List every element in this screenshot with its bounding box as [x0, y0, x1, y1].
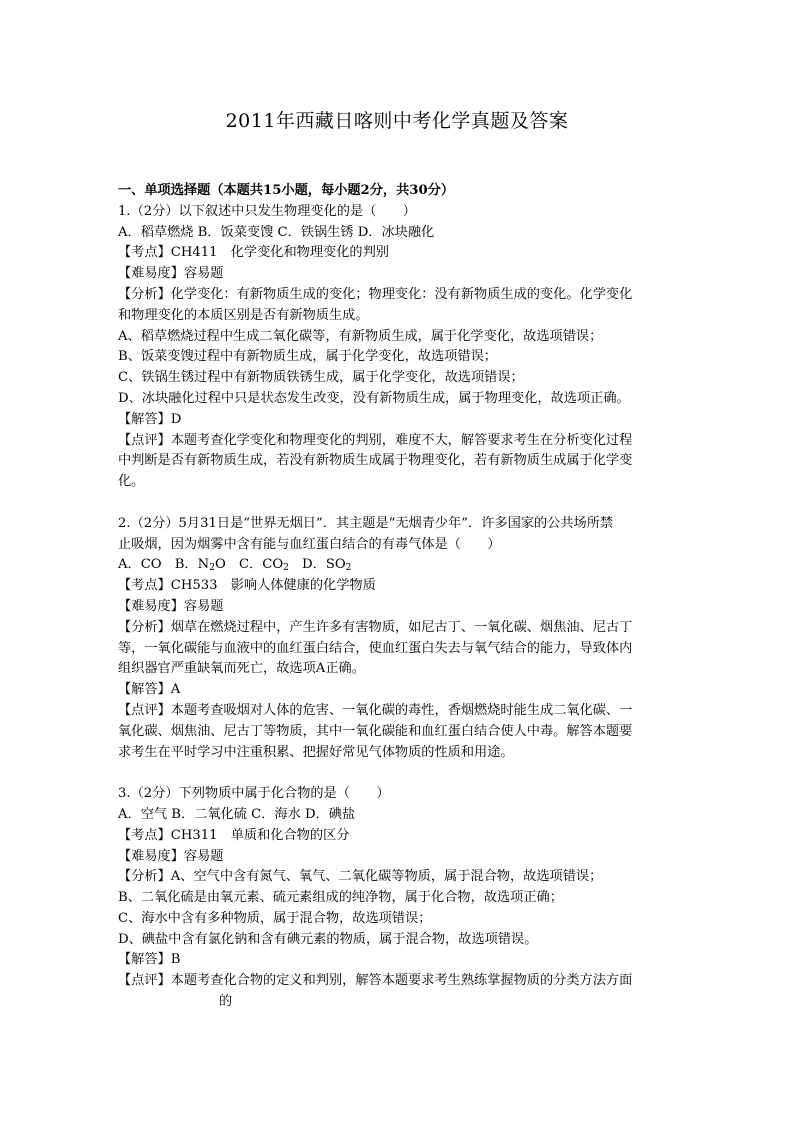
- q3-comment-line-1: 【点评】本题考查化合物的定义和判别，解答本题要求考生熟练掌握物质的分类方法方面: [118, 973, 633, 989]
- q3-difficulty: 【难易度】容易题: [118, 848, 224, 864]
- q3-analysis-a: 【分析】A、空气中含有氮气、氧气、二氧化碳等物质，属于混合物，故选项错误；: [118, 869, 603, 885]
- q1-analysis-d: D、冰块融化过程中只是状态发生改变，没有新物质生成，属于物理变化，故选项正确。: [118, 390, 630, 406]
- subscript: 2: [283, 563, 289, 574]
- q3-stem: 3.（2分）下列物质中属于化合物的是（ ）: [118, 786, 390, 802]
- q1-difficulty: 【难易度】容易题: [118, 266, 224, 282]
- q3-analysis-d: D、碘盐中含有氯化钠和含有碘元素的物质，属于混合物，故选项错误。: [118, 931, 538, 947]
- q1-analysis-b: B、饭菜变馊过程中有新物质生成，属于化学变化，故选项错误；: [118, 349, 497, 365]
- document-body: [118, 181, 678, 1013]
- q1-analysis-c: C、铁锅生锈过程中有新物质铁锈生成，属于化学变化，故选项错误；: [118, 370, 524, 386]
- q3-analysis-c: C、海水中含有多种物质，属于混合物，故选项错误；: [118, 910, 432, 926]
- q3-comment-line-2: 的: [219, 994, 233, 1010]
- q2-analysis-line-2: 等，一氧化碳能与血液中的血红蛋白结合，使血红蛋白失去与氧气结合的能力，导致体内: [118, 640, 633, 656]
- page-title: 2011年西藏日喀则中考化学真题及答案: [225, 110, 569, 132]
- subscript: 2: [209, 563, 215, 574]
- q2-comment-line-3: 求考生在平时学习中注重积累、把握好常见气体物质的性质和用途。: [118, 744, 514, 760]
- q1-analysis-line-2: 和物理变化的本质区别是否有新物质生成。: [118, 307, 369, 323]
- subscript: 2: [345, 563, 352, 574]
- q1-analysis-line-1: 【分析】化学变化：有新物质生成的变化；物理变化：没有新物质生成的变化。化学变化: [118, 286, 633, 302]
- q1-comment-line-3: 化。: [118, 474, 145, 490]
- q1-answer: 【解答】D: [118, 411, 182, 427]
- q2-option-b-c: O C．CO: [214, 557, 284, 573]
- section-heading: 一、单项选择题（本题共15小题，每小题2分，共30分）: [118, 183, 455, 198]
- q1-stem: 1.（2分）以下叙述中只发生物理变化的是（ ）: [118, 203, 416, 219]
- q3-answer: 【解答】B: [118, 952, 181, 968]
- q3-options: A．空气 B．二氧化硫 C．海水 D．碘盐: [118, 806, 356, 822]
- q2-difficulty: 【难易度】容易题: [118, 598, 224, 614]
- q1-analysis-a: A、稻草燃烧过程中生成二氧化碳等，有新物质生成，属于化学变化，故选项错误；: [118, 328, 603, 344]
- q3-kaodian: 【考点】CH311 单质和化合物的区分: [118, 827, 350, 843]
- q1-comment-line-2: 中判断是否有新物质生成，若没有新物质生成属于物理变化，若有新物质生成属于化学变: [118, 453, 633, 469]
- q2-stem-line-2: 止吸烟，因为烟雾中含有能与血红蛋白结合的有毒气体是（ ）: [118, 536, 501, 552]
- q2-kaodian: 【考点】CH533 影响人体健康的化学物质: [118, 578, 376, 594]
- q2-comment-line-2: 氧化碳、烟焦油、尼古丁等物质，其中一氧化碳能和血红蛋白结合使人中毒。解答本题要: [118, 723, 633, 739]
- q2-option-a-b: A．CO B．N: [118, 557, 210, 573]
- q2-comment-line-1: 【点评】本题考查吸烟对人体的危害、一氧化碳的毒性，香烟燃烧时能生成二氧化碳、一: [118, 702, 633, 718]
- spacer: [118, 763, 678, 784]
- spacer: [118, 493, 678, 514]
- q2-stem-line-1: 2.（2分）5月31日是“世界无烟日”．其主题是“无烟青少年”．许多国家的公共场所禁: [118, 515, 614, 531]
- q2-answer: 【解答】A: [118, 682, 181, 698]
- q1-kaodian: 【考点】CH411 化学变化和物理变化的判别: [118, 245, 389, 261]
- q1-comment-line-1: 【点评】本题考查化学变化和物理变化的判别，难度不大，解答要求考生在分析变化过程: [118, 432, 633, 448]
- q2-analysis-line-1: 【分析】烟草在燃烧过程中，产生许多有害物质，如尼古丁、一氧化碳、烟焦油、尼古丁: [118, 619, 633, 635]
- q2-analysis-line-3: 组织器官严重缺氧而死亡，故选项A正确。: [118, 661, 365, 677]
- q3-analysis-b: B、二氧化硫是由氧元素、硫元素组成的纯净物，属于化合物，故选项正确；: [118, 890, 563, 906]
- q2-option-d: D．SO: [288, 557, 346, 573]
- q2-options: [118, 555, 678, 576]
- q1-options: A．稻草燃烧 B．饭菜变馊 C．铁锅生锈 D．冰块融化: [118, 224, 435, 240]
